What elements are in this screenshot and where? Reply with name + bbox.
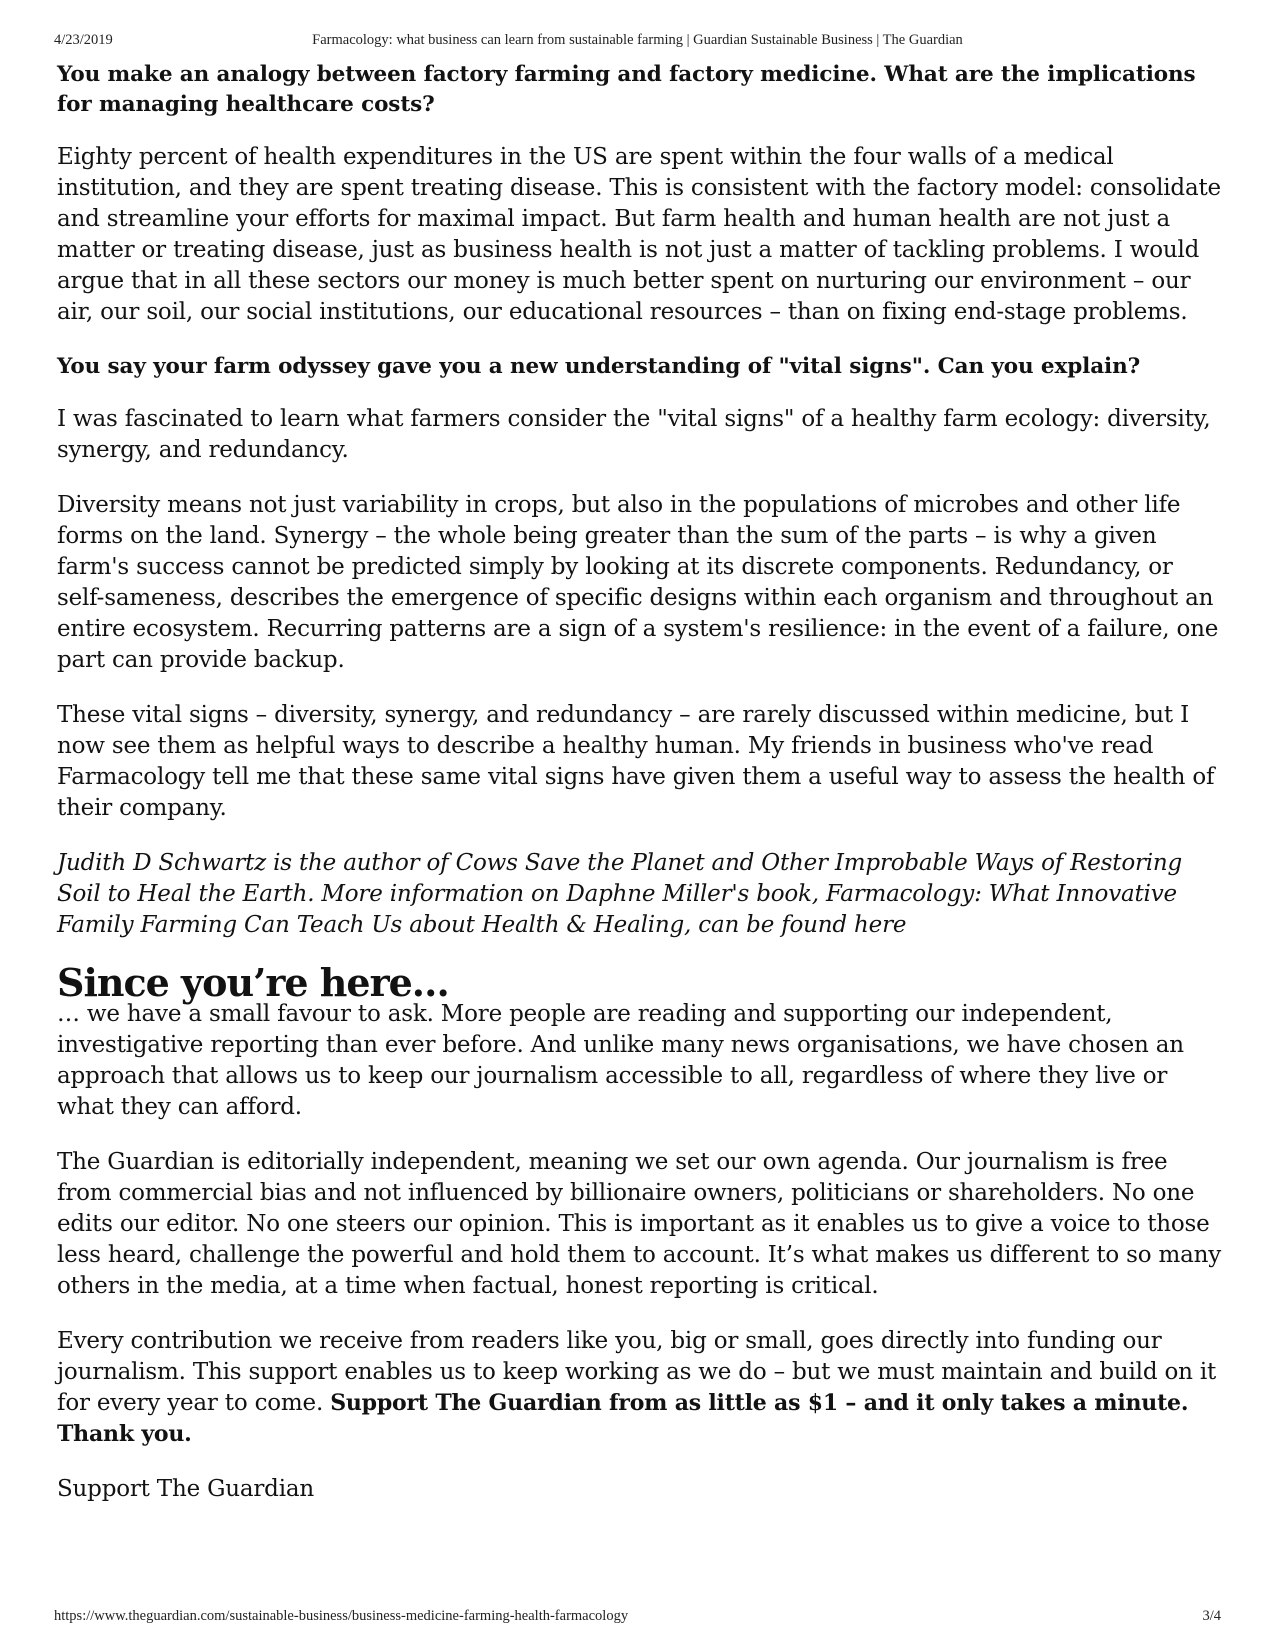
support-guardian-link[interactable]: Support The Guardian: [57, 1476, 314, 1502]
print-date: 4/23/2019: [54, 32, 113, 48]
appeal-paragraph: The Guardian is editorially independent, meaning we set our own agenda. Our journalism is free from commercial bias and not influenced by billionaire owners, politicians or shareholders. No one edits our editor. No one steers our opinion. This is important as it enables us to give a voice to those less heard, challenge the powerful and hold them to account. It’s what makes us different to so many others in the media, at a time when factual, honest reporting is critical.: [57, 1149, 1222, 1299]
author-byline: [57, 848, 1222, 941]
article-body: [57, 60, 1222, 1529]
appeal-heading: Since you’re here…: [57, 960, 449, 1005]
answer-paragraph: I was fascinated to learn what farmers consider the "vital signs" of a healthy farm ecology: diversity, synergy, and redundancy.: [57, 406, 1211, 463]
print-page-title: Farmacology: what business can learn from sustainable farming | Guardian Sustainable Business | The Guardian: [312, 32, 963, 48]
question-heading: You make an analogy between factory farming and factory medicine. What are the implications for managing healthcare costs?: [57, 62, 1196, 117]
print-header: [0, 32, 1275, 52]
appeal-text: Every contribution we receive from readers like you, big or small, goes directly into funding our journalism. This support enables us to keep working as we do – but we must maintain and build on it for every year to come.: [57, 1328, 1217, 1416]
answer-paragraph: Diversity means not just variability in crops, but also in the populations of microbes and other life forms on the land. Synergy – the whole being greater than the sum of the parts – is why a given farm's success cannot be predicted simply by looking at its discrete components. Redundancy, or self-sameness, describes the emergence of specific designs within each organism and throughout an entire ecosystem. Recurring patterns are a sign of a system's resilience: in the event of a failure, one part can provide backup.: [57, 492, 1219, 673]
appeal-paragraph: … we have a small favour to ask. More people are reading and supporting our independent, investigative reporting than ever before. And unlike many news organisations, we have chosen an approach that allows us to keep our journalism accessible to all, regardless of where they live or what they can afford.: [57, 1001, 1184, 1120]
question-heading: You say your farm odyssey gave you a new understanding of "vital signs". Can you explain?: [57, 354, 1141, 379]
answer-paragraph: These vital signs – diversity, synergy, and redundancy – are rarely discussed within medicine, but I now see them as helpful ways to describe a healthy human. My friends in business who've read Farmacology tell me that these same vital signs have given them a useful way to assess the health of their company.: [57, 702, 1215, 821]
appeal-bold-cta: Support The Guardian from as little as $1 – and it only takes a minute. Thank you.: [57, 1390, 1189, 1447]
print-url: https://www.theguardian.com/sustainable-business/business-medicine-farming-health-farmacology: [54, 1608, 629, 1624]
print-footer: [0, 1608, 1275, 1628]
page-number: 3/4: [1202, 1608, 1221, 1624]
appeal-paragraph: [57, 1326, 1222, 1450]
byline-text: Judith D Schwartz is the author of Cows Save the Planet and Other Improbable Ways of Restoring Soil to Heal the Earth. More information on Daphne Miller's book, Farmacology: What Innovative Family Farming Can Teach Us about Health & Healing, can be found here: [57, 850, 1183, 938]
answer-paragraph: Eighty percent of health expenditures in the US are spent within the four walls of a medical institution, and they are spent treating disease. This is consistent with the factory model: consolidate and streamline your efforts for maximal impact. But farm health and human health are not just a matter or treating disease, just as business health is not just a matter of tackling problems. I would argue that in all these sectors our money is much better spent on nurturing our environment – our air, our soil, our social institutions, our educational resources – than on fixing end-stage problems.: [57, 144, 1221, 325]
